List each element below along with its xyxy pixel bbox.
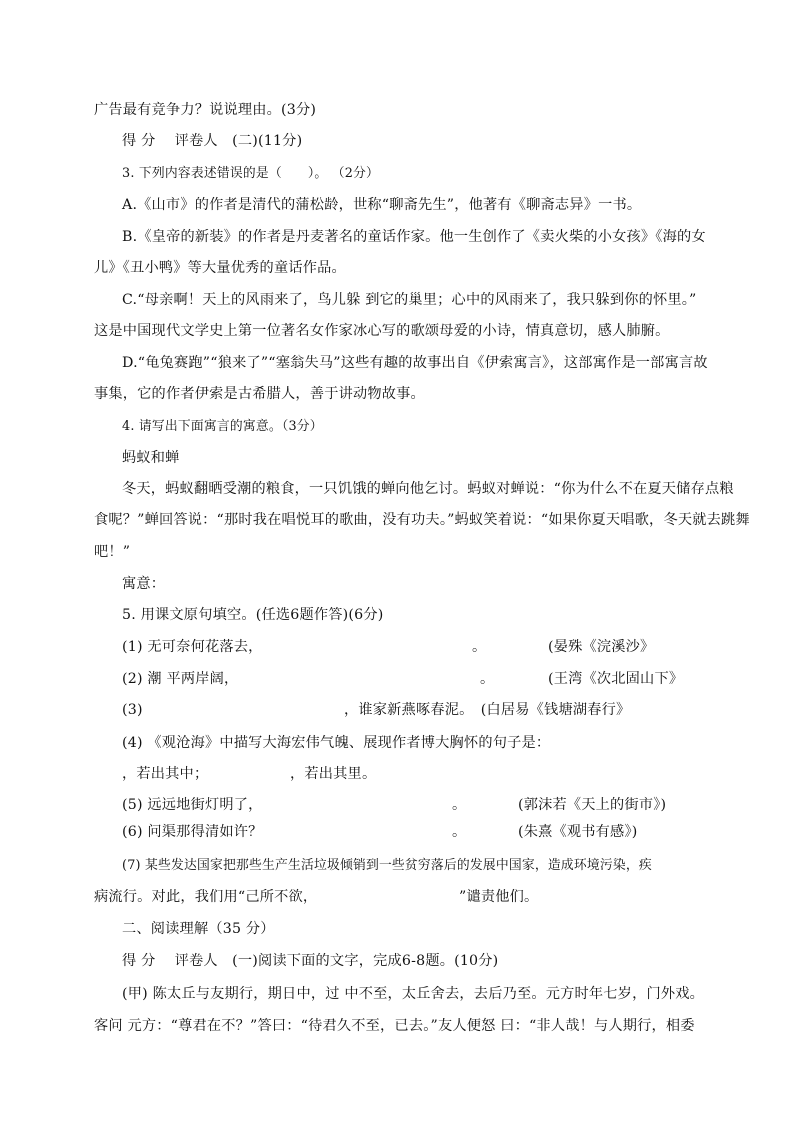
q5-item-4-stem: (4) 《观沧海》中描写大海宏伟气魄、展现作者博大胸怀的句子是： [122, 735, 551, 751]
q5-item-4-blank-b: ，若出其里。 [290, 766, 377, 782]
fable-text-line3: 吧！” [94, 544, 131, 560]
q5-stem: 5. 用课文原句填空。(任选6题作答)(6分) [122, 607, 384, 623]
q5-item-6: (6) 问渠那得清如许？ [122, 824, 263, 840]
score-header-reading: 得 分 评卷人 (一)阅读下面的文字，完成6-8题。(10分) [122, 953, 499, 969]
q3-option-d-line2: 事集，它的作者伊索是古希腊人，善于讲动物故事。 [94, 386, 425, 402]
q5-item-5-period: 。 [452, 797, 467, 813]
q3-option-c-line2: 这是中国现代文学史上第一位著名女作家冰心写的歌颂母爱的小诗，情真意切，感人肺腑。 [94, 323, 670, 339]
q3-option-b-line2: 儿》《丑小鸭》等大量优秀的童话作品。 [94, 260, 346, 276]
q5-item-6-period: 。 [452, 824, 467, 840]
q5-item-1-period: 。 [472, 639, 487, 655]
q5-item-5: (5) 远远地街灯明了， [122, 797, 263, 813]
q5-item-3: ，谁家新燕啄春泥。 (白居易《钱塘湖春行》 [344, 702, 631, 718]
section-reading-heading: 二、阅读理解（35 分） [122, 921, 275, 937]
q5-item-2-period: 。 [480, 671, 495, 687]
q5-item-3-number: (3) [122, 702, 143, 718]
q3-stem: 3. 下列内容表述错误的是（ ）。 （2分） [122, 166, 380, 181]
fable-title: 蚂蚁和蝉 [122, 450, 180, 466]
q3-option-b-line1: B.《皇帝的新装》的作者是丹麦著名的童话作家。他一生创作了《卖火柴的小女孩》《海的女 [122, 229, 706, 245]
passage-line2: 客问 元方：“尊君在不？”答曰：“待君久不至，已去。”友人便怒 曰：“非人哉！与人期行，相委 [94, 1018, 695, 1034]
q5-item-6-source: (朱熹《观书有感》) [518, 824, 638, 840]
q5-item-1: (1) 无可奈何花落去， [122, 639, 263, 655]
q5-item-7-line1: (7) 某些发达国家把那些生产生活垃圾倾销到一些贫穷落后的发展中国家，造成环境污染，疾 [122, 858, 652, 873]
fable-text-line1: 冬天，蚂蚁翻晒受潮的粮食，一只饥饿的蝉向他乞讨。蚂蚁对蝉说：“你为什么不在夏天储存点粮 [122, 481, 734, 497]
q3-option-d-line1: D.“龟兔赛跑”“狼来了”“塞翁失马”这些有趣的故事出自《伊索寓言》，这部寓作是一部寓言故 [122, 355, 708, 371]
q5-item-2: (2) 潮 平两岸阔， [122, 671, 239, 687]
q2-end-line: 广告最有竞争力？说说理由。(3分) [94, 102, 317, 118]
q4-stem: 4. 请写出下面寓言的寓意。（3分） [122, 419, 323, 434]
q3-option-c-line1: C.“母亲啊！天上的风雨来了，鸟儿躲 到它的巢里；心中的风雨来了，我只躲到你的怀里。” [122, 292, 697, 308]
q5-item-1-source: (晏殊《浣溪沙》 [548, 639, 655, 655]
q5-item-4-blank-a: ，若出其中； [122, 766, 209, 782]
q5-item-5-source: (郭沫若《天上的街市》) [518, 797, 667, 813]
score-header-2: 得 分 评卷人 (二)(11分) [122, 133, 303, 149]
q5-item-7-line2-end: ”谴责他们。 [459, 889, 539, 905]
q3-option-a: A.《山市》的作者是清代的蒲松龄，世称“聊斋先生”，他著有《聊斋志异》一书。 [122, 197, 642, 213]
fable-text-line2: 食呢？”蝉回答说：“那时我在唱悦耳的歌曲，没有功夫。”蚂蚁笑着说：“如果你夏天唱歌，冬天就去跳舞 [94, 512, 750, 528]
q5-item-7-line2: 病流行。对此，我们用“己所不欲， [94, 889, 318, 905]
q5-item-2-source: (王湾《次北固山下》 [548, 671, 684, 687]
moral-label: 寓意： [122, 576, 166, 592]
passage-line1: (甲) 陈太丘与友期行，期日中，过 中不至，太丘舍去，去后乃至。元方时年七岁，门外戏。 [122, 986, 705, 1002]
